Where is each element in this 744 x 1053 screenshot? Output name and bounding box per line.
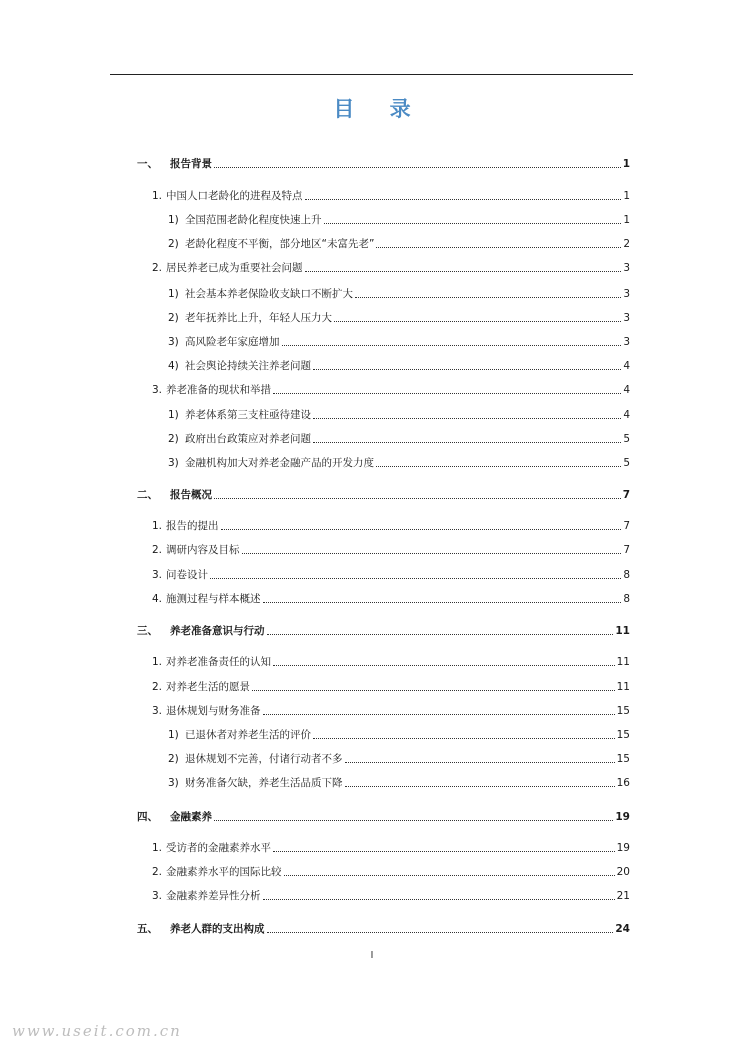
toc-entry[interactable] — [152, 592, 630, 606]
toc-entry-number: 1. — [152, 190, 163, 202]
toc-dot-leader — [376, 246, 621, 248]
toc-entry-title: 报告概况 — [170, 489, 212, 501]
toc-dot-leader — [305, 270, 622, 272]
toc-entry-number: 2) — [168, 433, 179, 445]
toc-entry-page: 2 — [623, 238, 630, 250]
toc-entry-number: 3) — [168, 777, 179, 789]
toc-dot-leader — [313, 737, 615, 739]
toc-entry-title: 老年抚养比上升，年轻人压力大 — [185, 312, 332, 324]
toc-entry-title: 已退休者对养老生活的评价 — [185, 729, 311, 741]
toc-entry-number: 4) — [168, 360, 179, 372]
toc-entry[interactable] — [152, 655, 630, 669]
toc-entry-title: 金融素养水平的国际比较 — [166, 866, 282, 878]
toc-dot-leader — [305, 198, 622, 200]
toc-entry-page: 7 — [623, 544, 630, 556]
toc-entry-page: 5 — [623, 457, 630, 469]
toc-entry-page: 11 — [616, 656, 630, 668]
toc-entry-title: 政府出台政策应对养老问题 — [185, 433, 311, 445]
toc-dot-leader — [313, 368, 621, 370]
toc-dot-leader — [263, 898, 615, 900]
toc-entry-page: 1 — [623, 214, 630, 226]
toc-entry-title: 金融素养差异性分析 — [166, 890, 261, 902]
toc-dot-leader — [214, 497, 621, 499]
toc-dot-leader — [313, 441, 621, 443]
toc-entry[interactable] — [137, 922, 630, 936]
toc-entry[interactable] — [168, 237, 630, 251]
toc-entry-title: 受访者的金融素养水平 — [166, 842, 271, 854]
toc-dot-leader — [273, 850, 615, 852]
toc-dot-leader — [282, 344, 622, 346]
toc-entry-number: 1) — [168, 288, 179, 300]
toc-entry[interactable] — [152, 568, 630, 582]
page-title: 目 录 — [333, 97, 425, 121]
toc-entry[interactable] — [168, 311, 630, 325]
toc-entry-title: 养老体系第三支柱亟待建设 — [185, 409, 311, 421]
toc-entry-title: 金融机构加大对养老金融产品的开发力度 — [185, 457, 374, 469]
toc-dot-leader — [214, 819, 613, 821]
toc-entry[interactable] — [168, 728, 630, 742]
toc-entry-title: 高风险老年家庭增加 — [185, 336, 280, 348]
toc-entry-page: 3 — [623, 262, 630, 274]
toc-entry-title: 金融素养 — [170, 811, 212, 823]
page-number: I — [370, 950, 374, 961]
toc-dot-leader — [242, 552, 622, 554]
toc-entry-title: 退休规划与财务准备 — [166, 705, 261, 717]
toc-entry[interactable] — [152, 261, 630, 275]
toc-entry-page: 4 — [623, 360, 630, 372]
toc-entry-page: 21 — [616, 890, 630, 902]
toc-entry-number: 2) — [168, 753, 179, 765]
toc-entry-title: 调研内容及目标 — [166, 544, 240, 556]
toc-dot-leader — [214, 166, 621, 168]
toc-entry-number: 三、 — [137, 625, 158, 637]
toc-entry[interactable] — [168, 456, 630, 470]
toc-entry[interactable] — [168, 287, 630, 301]
toc-entry-page: 19 — [616, 842, 630, 854]
toc-entry[interactable] — [168, 752, 630, 766]
toc-entry-title: 全国范围老龄化程度快速上升 — [185, 214, 322, 226]
toc-entry-title: 对养老准备责任的认知 — [166, 656, 271, 668]
toc-entry-number: 4. — [152, 593, 163, 605]
toc-entry-number: 3) — [168, 336, 179, 348]
toc-entry-number: 3. — [152, 890, 163, 902]
toc-entry-number: 1. — [152, 656, 163, 668]
toc-entry[interactable] — [152, 189, 630, 203]
toc-entry-title: 老龄化程度不平衡，部分地区“未富先老” — [185, 238, 375, 250]
toc-entry-page: 5 — [623, 433, 630, 445]
toc-entry-page: 4 — [623, 409, 630, 421]
toc-entry-page: 7 — [623, 520, 630, 532]
toc-entry-number: 1. — [152, 520, 163, 532]
toc-entry-page: 19 — [615, 811, 630, 823]
toc-dot-leader — [334, 320, 621, 322]
toc-entry-page: 15 — [616, 705, 630, 717]
toc-entry[interactable] — [152, 680, 630, 694]
toc-entry-number: 2. — [152, 262, 163, 274]
toc-entry[interactable] — [168, 408, 630, 422]
toc-entry-page: 3 — [623, 336, 630, 348]
toc-entry-number: 2. — [152, 866, 163, 878]
toc-entry-title: 退休规划不完善，付诸行动者不多 — [185, 753, 343, 765]
toc-entry-title: 居民养老已成为重要社会问题 — [166, 262, 303, 274]
toc-entry-page: 8 — [623, 593, 630, 605]
toc-dot-leader — [313, 417, 621, 419]
toc-entry-title: 社会舆论持续关注养老问题 — [185, 360, 311, 372]
toc-entry-number: 五、 — [137, 923, 158, 935]
toc-dot-leader — [267, 633, 614, 635]
toc-entry-page: 8 — [623, 569, 630, 581]
toc-dot-leader — [263, 601, 622, 603]
toc-dot-leader — [376, 465, 621, 467]
toc-entry-title: 社会基本养老保险收支缺口不断扩大 — [185, 288, 353, 300]
toc-entry-title: 养老准备的现状和举措 — [166, 384, 271, 396]
toc-dot-leader — [345, 785, 615, 787]
toc-entry[interactable] — [152, 519, 630, 533]
toc-entry-number: 2) — [168, 312, 179, 324]
toc-dot-leader — [210, 577, 621, 579]
toc-entry-page: 3 — [623, 312, 630, 324]
toc-entry-title: 养老人群的支出构成 — [170, 923, 265, 935]
toc-entry-number: 四、 — [137, 811, 158, 823]
toc-entry-title: 对养老生活的愿景 — [166, 681, 250, 693]
toc-entry[interactable] — [168, 213, 630, 227]
toc-entry-title: 问卷设计 — [166, 569, 208, 581]
toc-entry-title: 报告背景 — [170, 158, 212, 170]
toc-entry[interactable] — [152, 383, 630, 397]
toc-entry-number: 1) — [168, 729, 179, 741]
toc-entry-page: 24 — [615, 923, 630, 935]
toc-entry-page: 11 — [616, 681, 630, 693]
toc-entry-title: 养老准备意识与行动 — [170, 625, 265, 637]
toc-entry-number: 2) — [168, 238, 179, 250]
toc-entry-page: 1 — [622, 158, 630, 170]
toc-entry[interactable] — [137, 810, 630, 824]
toc-entry-number: 3. — [152, 569, 163, 581]
toc-entry-number: 一、 — [137, 158, 158, 170]
toc-entry[interactable] — [137, 624, 630, 638]
toc-entry[interactable] — [152, 865, 630, 879]
toc-entry-number: 3. — [152, 705, 163, 717]
toc-entry[interactable] — [137, 157, 630, 171]
toc-dot-leader — [355, 296, 621, 298]
toc-dot-leader — [284, 874, 615, 876]
toc-entry-page: 15 — [616, 753, 630, 765]
toc-entry[interactable] — [137, 488, 630, 502]
toc-entry-number: 2. — [152, 681, 163, 693]
toc-entry-number: 1. — [152, 842, 163, 854]
toc-entry[interactable] — [152, 543, 630, 557]
toc-entry-title: 报告的提出 — [166, 520, 219, 532]
toc-entry-title: 施测过程与样本概述 — [166, 593, 261, 605]
toc-entry[interactable] — [152, 889, 630, 903]
toc-entry[interactable] — [152, 704, 630, 718]
toc-entry[interactable] — [168, 335, 630, 349]
toc-entry[interactable] — [168, 359, 630, 373]
toc-entry-page: 3 — [623, 288, 630, 300]
toc-entry-number: 1) — [168, 214, 179, 226]
toc-entry-number: 二、 — [137, 489, 158, 501]
toc-dot-leader — [267, 931, 614, 933]
toc-entry-number: 3. — [152, 384, 163, 396]
toc-entry-page: 4 — [623, 384, 630, 396]
toc-dot-leader — [273, 664, 615, 666]
toc-entry-number: 3) — [168, 457, 179, 469]
toc-entry-page: 1 — [623, 190, 630, 202]
toc-entry-page: 15 — [616, 729, 630, 741]
toc-entry[interactable] — [152, 841, 630, 855]
toc-entry-page: 11 — [615, 625, 630, 637]
toc-dot-leader — [221, 528, 622, 530]
toc-entry-title: 财务准备欠缺，养老生活品质下降 — [185, 777, 343, 789]
toc-entry-page: 7 — [622, 489, 630, 501]
toc-entry[interactable] — [168, 432, 630, 446]
toc-entry-page: 20 — [616, 866, 630, 878]
toc-dot-leader — [273, 392, 621, 394]
toc-entry-page: 16 — [616, 777, 630, 789]
toc-entry-title: 中国人口老龄化的进程及特点 — [166, 190, 303, 202]
toc-entry[interactable] — [168, 776, 630, 790]
toc-entry-number: 1) — [168, 409, 179, 421]
toc-dot-leader — [324, 222, 622, 224]
toc-entry-number: 2. — [152, 544, 163, 556]
toc-dot-leader — [263, 713, 615, 715]
toc-dot-leader — [345, 761, 615, 763]
watermark: www.useit.com.cn — [12, 1022, 182, 1040]
toc-dot-leader — [252, 689, 615, 691]
